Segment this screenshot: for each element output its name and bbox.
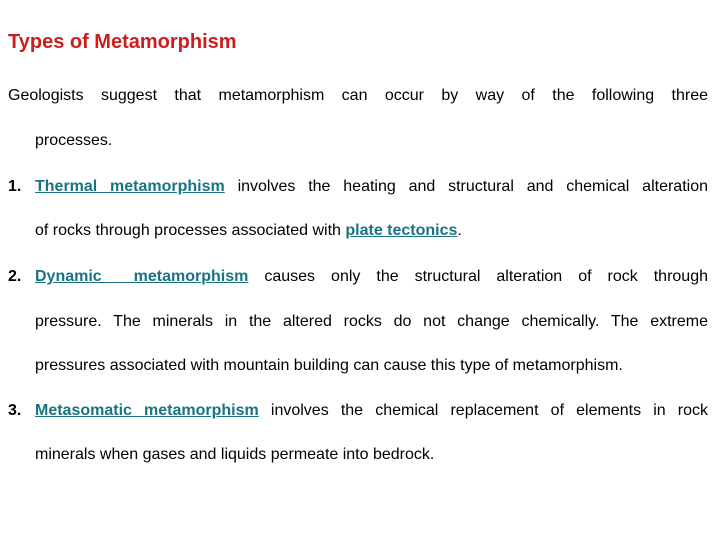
list-number-1: 1. — [8, 178, 22, 195]
link-thermal-metamorphism[interactable]: Thermal metamorphism — [35, 178, 225, 195]
list-item-2-line-2: pressure. The minerals in the altered rocks do not change chemically. The extreme — [35, 313, 708, 330]
list-item-3-line-1 — [35, 401, 708, 421]
list-item-2-line-3: pressures associated with mountain building can cause this type of metamorphism. — [35, 357, 623, 374]
list-number-3: 3. — [8, 402, 22, 419]
list-item-1-period: . — [457, 222, 462, 239]
list-item-1-line-2 — [35, 221, 708, 241]
list-item-3-line-2: minerals when gases and liquids permeate into bedrock. — [35, 446, 435, 463]
list-item-2-line-1 — [35, 267, 708, 287]
list-item-1-text: involves the heating and structural and chemical alteration — [224, 178, 708, 195]
link-metasomatic-metamorphism[interactable]: Metasomatic metamorphism — [35, 402, 259, 419]
link-dynamic-metamorphism[interactable]: Dynamic metamorphism — [35, 268, 249, 285]
link-plate-tectonics[interactable]: plate tectonics — [345, 222, 458, 239]
intro-line-1: Geologists suggest that metamorphism can occur by way of the following three — [8, 87, 708, 104]
list-item-3-text: involves the chemical replacement of elements in rock — [258, 402, 709, 419]
page-title: Types of Metamorphism — [8, 31, 237, 53]
intro-line-2: processes. — [35, 132, 113, 149]
list-number-2: 2. — [8, 268, 22, 285]
list-item-2-text: causes only the structural alteration of rock through — [248, 268, 709, 285]
list-item-1-text-2: of rocks through processes associated with — [35, 222, 346, 239]
list-item-1-line-1 — [35, 177, 708, 197]
